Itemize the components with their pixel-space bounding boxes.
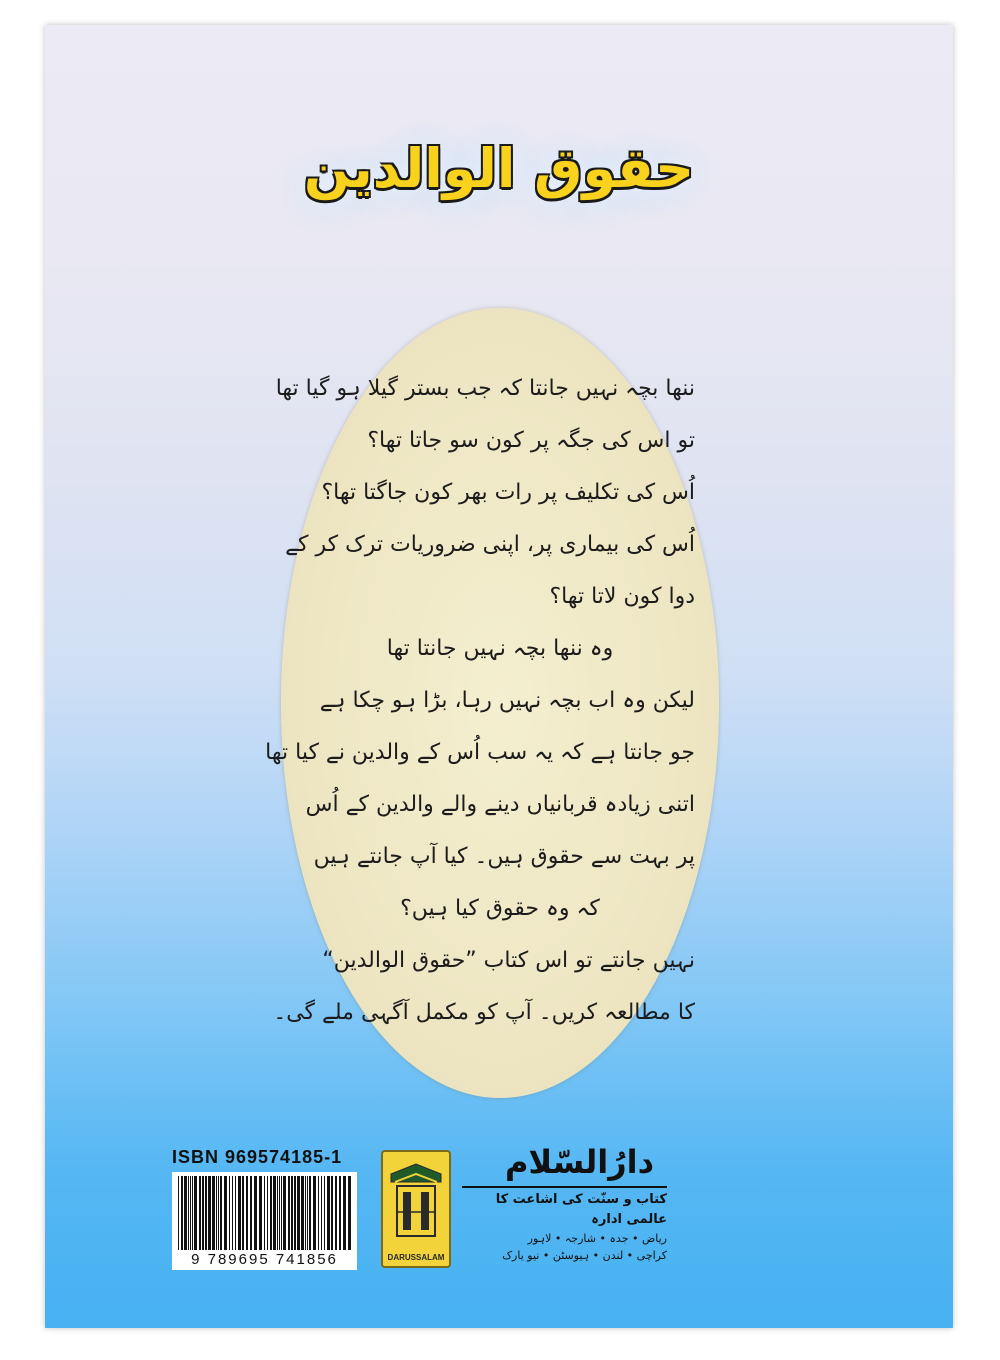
barcode [172, 1172, 357, 1250]
publisher-logo [381, 1150, 451, 1268]
barcode-bar [281, 1176, 282, 1250]
barcode-bar [318, 1176, 319, 1250]
barcode-bar [202, 1176, 204, 1250]
barcode-bar [291, 1176, 293, 1250]
logo-label: DARUSSALAM [387, 1253, 445, 1262]
book-title: حقوق الوالدین [303, 137, 695, 200]
barcode-bar [181, 1176, 183, 1250]
publisher-cities-1: ریاض • جدہ • شارجہ • لاہور [527, 1232, 667, 1245]
poem-line: پر بہت سے حقوق ہیں۔ کیا آپ جانتے ہیں [313, 844, 695, 869]
barcode-bar [190, 1176, 191, 1250]
barcode-bar [242, 1176, 244, 1250]
poem-line: لیکن وہ اب بچہ نہیں رہا، بڑا ہو چکا ہے [319, 688, 695, 713]
publisher-name: دارُالسّلام [504, 1143, 655, 1181]
poem-line: وہ ننھا بچہ نہیں جانتا تھا [386, 636, 614, 661]
poem-line: تو اس کی جگہ پر کون سو جاتا تھا؟ [367, 428, 695, 453]
quran-book-icon [383, 1152, 449, 1252]
barcode-bar [264, 1176, 265, 1250]
barcode-bar [238, 1176, 241, 1250]
poem-line: اتنی زیادہ قربانیاں دینے والے والدین کے اُس [305, 792, 695, 817]
barcode-bar [339, 1176, 341, 1250]
barcode-bar [301, 1176, 304, 1250]
barcode-bar [184, 1176, 187, 1250]
barcode-bar [220, 1176, 222, 1250]
barcode-bar [331, 1176, 333, 1250]
barcode-bar [288, 1176, 290, 1250]
barcode-number: 9 789695 741856 [172, 1250, 357, 1270]
barcode-bar [294, 1176, 296, 1250]
barcode-bar [327, 1176, 330, 1250]
barcode-bar [178, 1176, 179, 1250]
barcode-bar [212, 1176, 215, 1250]
barcode-bar [254, 1176, 257, 1250]
poem-line: اُس کی بیماری پر، اپنی ضروریات ترک کر کے [285, 532, 695, 557]
barcode-bar [270, 1176, 272, 1250]
barcode-bar [232, 1176, 233, 1250]
barcode-bar [343, 1176, 346, 1250]
barcode-bar [273, 1176, 276, 1250]
poem-line: ننھا بچہ نہیں جانتا کہ جب بستر گیلا ہو گیا تھا [275, 376, 695, 401]
barcode-bar [324, 1176, 325, 1250]
barcode-bar [321, 1176, 322, 1250]
barcode-bar [307, 1176, 308, 1250]
barcode-bar [259, 1176, 262, 1250]
isbn-label: ISBN 969574185-1 [172, 1147, 343, 1167]
barcode-bar [279, 1176, 280, 1250]
poem-line: کا مطالعہ کریں۔ آپ کو مکمل آگہی ملے گی۔ [273, 1000, 695, 1025]
barcode-bar [313, 1176, 316, 1250]
publisher-cities-2: کراچی • لندن • ہیوسٹن • نیو یارک [502, 1249, 667, 1262]
poem-text [265, 363, 703, 1039]
barcode-bar [188, 1176, 189, 1250]
barcode-bar [283, 1176, 286, 1250]
barcode-bar [192, 1176, 193, 1250]
poem-line: نہیں جانتے تو اس کتاب ”حقوق الوالدین“ [322, 948, 695, 973]
barcode-bar [208, 1176, 211, 1250]
poem-line: اُس کی تکلیف پر رات بھر کون جاگتا تھا؟ [321, 480, 695, 505]
barcode-bar [229, 1176, 230, 1250]
barcode-bar [224, 1176, 227, 1250]
barcode-bar [218, 1176, 219, 1250]
barcode-bars [176, 1176, 353, 1250]
barcode-bar [194, 1176, 197, 1250]
barcode-bar [277, 1176, 278, 1250]
barcode-bar [235, 1176, 236, 1250]
poem-line: جو جانتا ہے کہ یہ سب اُس کے والدین نے کیا تھا [265, 740, 695, 765]
barcode-bar [297, 1176, 300, 1250]
publisher-tagline: کتاب و سنّت کی اشاعت کا عالمی ادارہ [462, 1186, 667, 1230]
barcode-bar [246, 1176, 248, 1250]
barcode-bar [348, 1176, 351, 1250]
poem-line: کہ وہ حقوق کیا ہیں؟ [400, 896, 600, 921]
barcode-bar [309, 1176, 311, 1250]
barcode-bar [250, 1176, 252, 1250]
barcode-bar [335, 1176, 337, 1250]
poem-line: دوا کون لاتا تھا؟ [549, 584, 695, 609]
barcode-bar [216, 1176, 217, 1250]
barcode-bar [305, 1176, 306, 1250]
barcode-bar [199, 1176, 201, 1250]
book-back-cover [45, 25, 953, 1328]
publisher-info [462, 1140, 667, 1264]
barcode-bar [205, 1176, 207, 1250]
barcode-bar [267, 1176, 268, 1250]
